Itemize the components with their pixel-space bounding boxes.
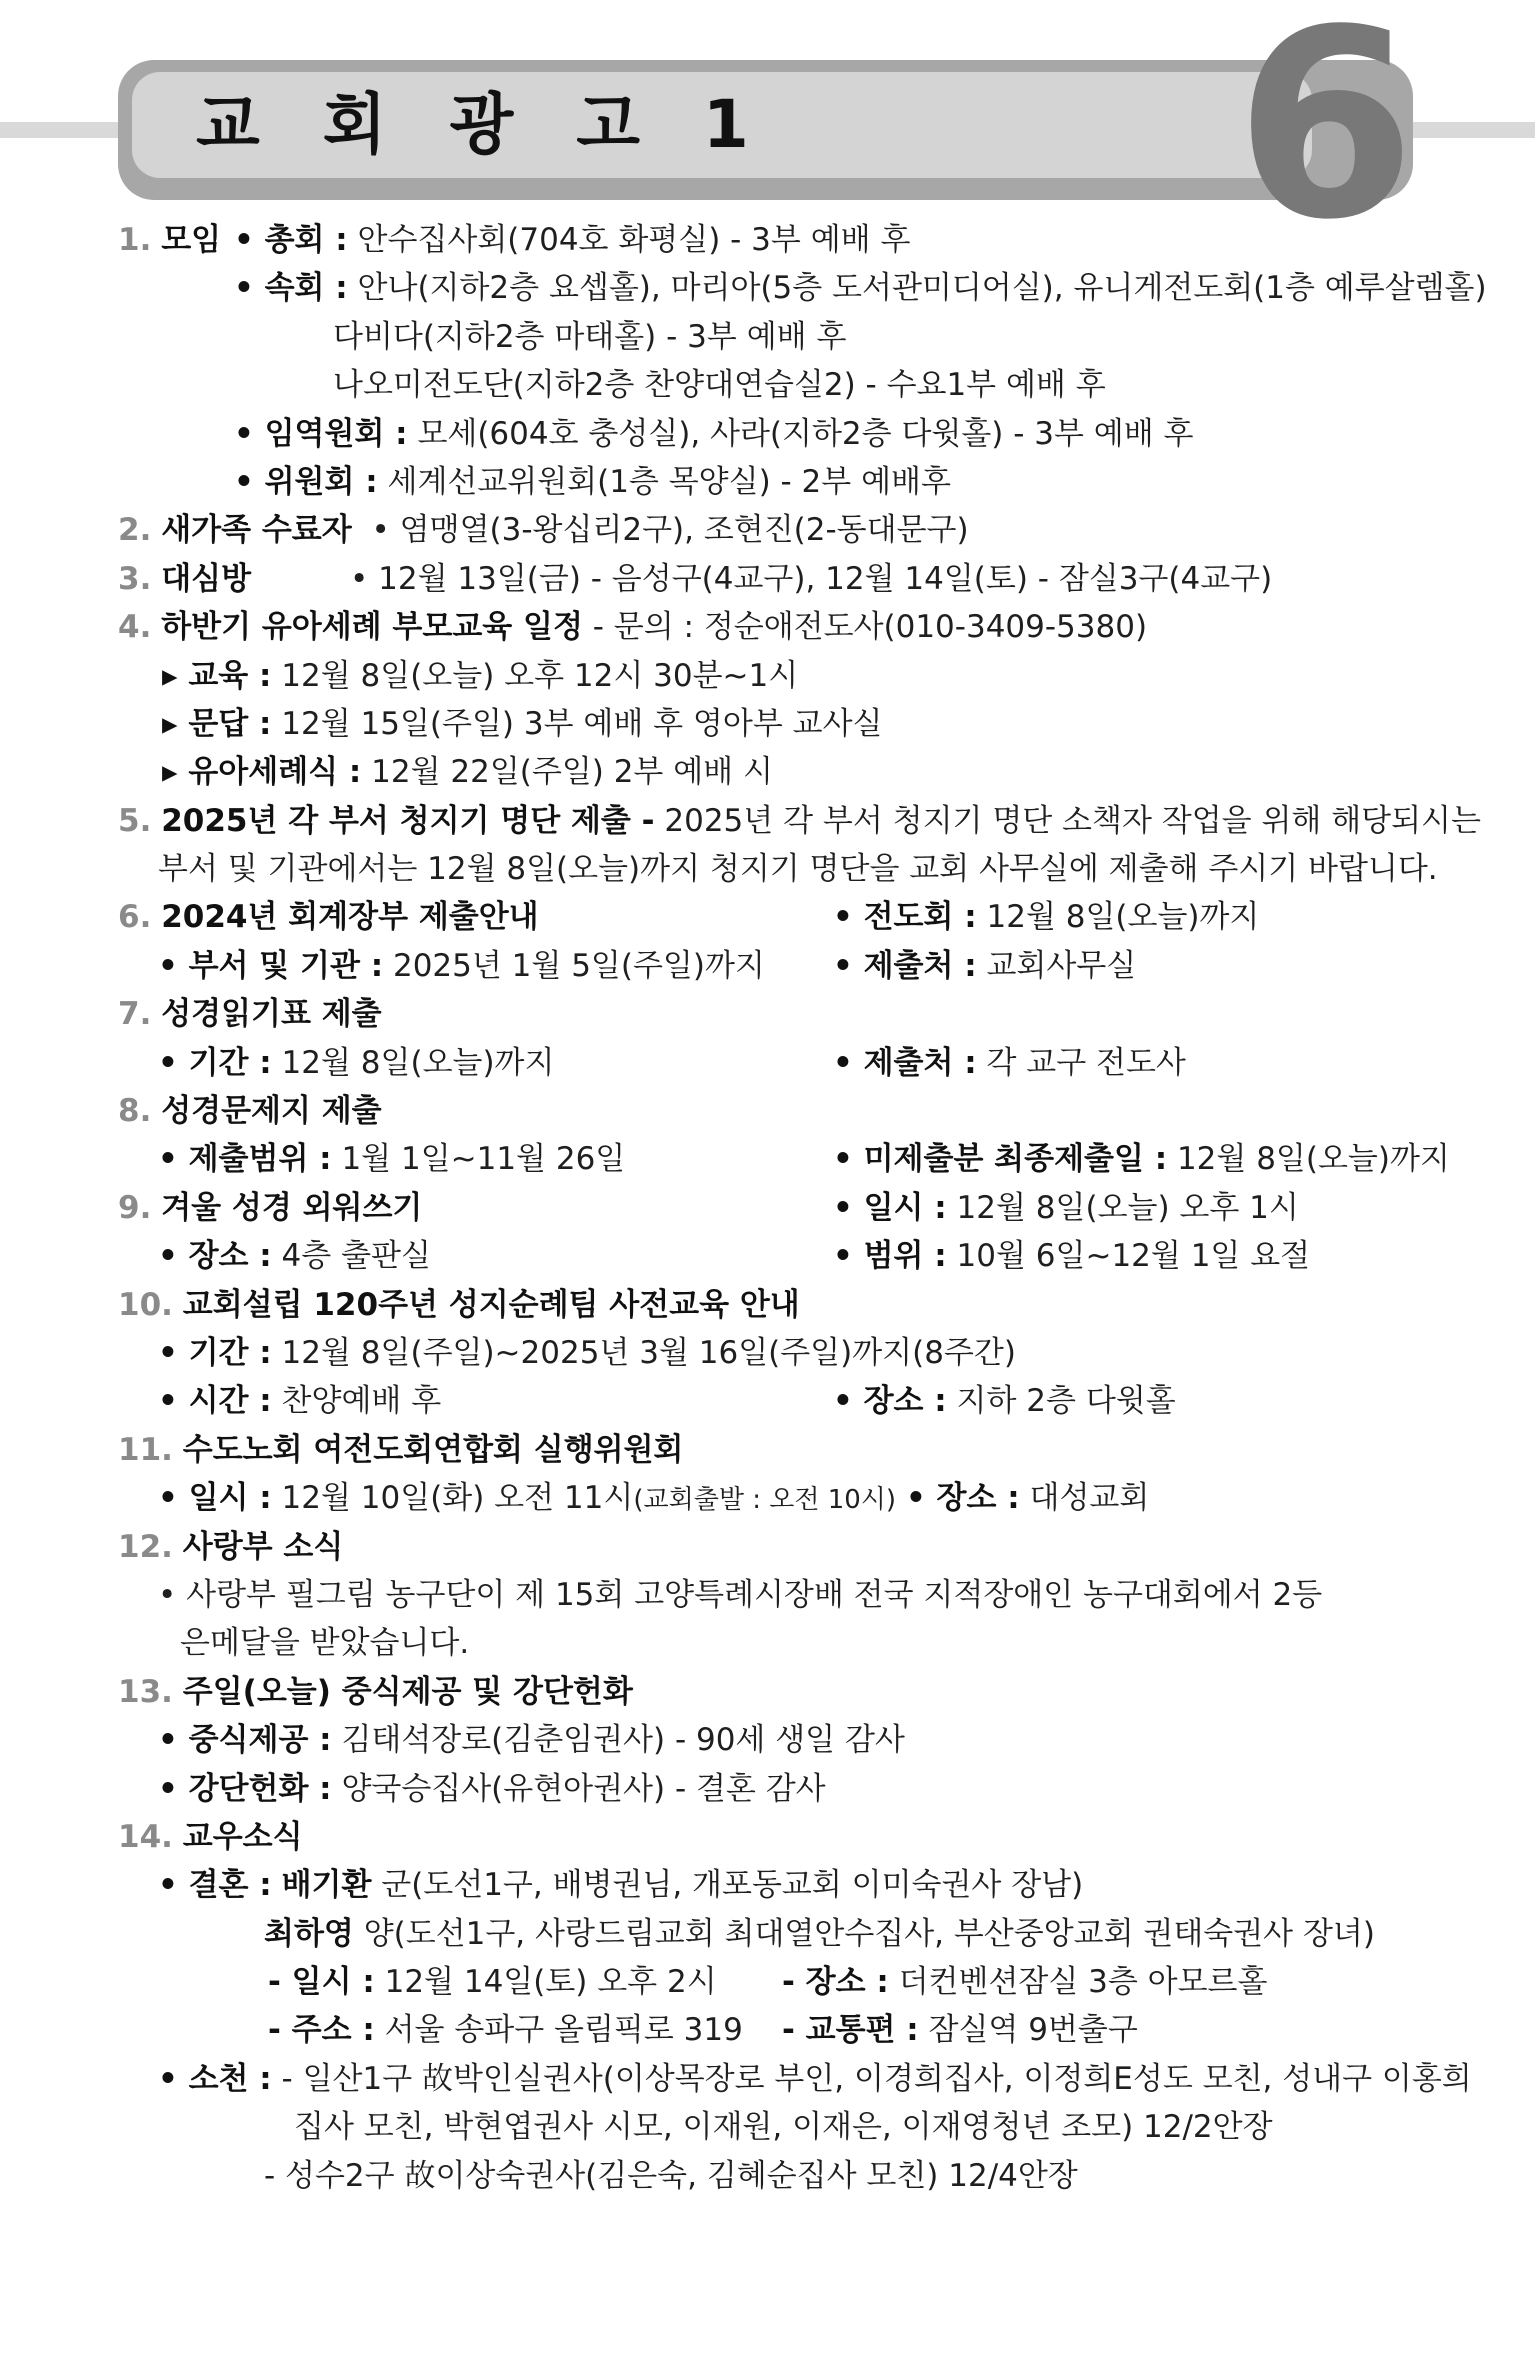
value: - 문의 : 정순애전도사(010-3409-5380) — [582, 609, 1148, 646]
value: 찬양예배 후 — [271, 1383, 442, 1420]
label: ▸ 교육 : — [162, 657, 272, 694]
label: - 교통편 : — [782, 2012, 919, 2049]
item-heading: 사랑부 소식 — [182, 1528, 344, 1565]
note: (교회출발 : 오전 10시) — [633, 1485, 897, 1516]
label: • 제출범위 : — [158, 1141, 332, 1178]
label: - 일시 : — [268, 1964, 375, 2001]
value: 12월 8일(오늘) 오후 12시 30분~1시 — [271, 657, 799, 694]
value: 김태석장로(김춘임권사) - 90세 생일 감사 — [331, 1722, 905, 1759]
label: • 장소 : — [905, 1480, 1020, 1517]
value: 12월 10일(화) 오전 11시 — [271, 1480, 634, 1517]
item-14-line — [118, 2006, 1418, 2054]
label: • 총회 : — [234, 222, 348, 258]
item-number: 5. — [118, 802, 152, 839]
value: 모세(604호 충성실), 사라(지하2층 다윗홀) - 3부 예배 후 — [407, 415, 1194, 452]
value: 12월 15일(주일) 3부 예배 후 영아부 교사실 — [271, 705, 883, 742]
item-13-line — [118, 1716, 1418, 1764]
item-number: 8. — [118, 1093, 152, 1130]
item-14 — [118, 1813, 1418, 1861]
label: • 일시 : — [833, 1189, 947, 1226]
value: • 사랑부 필그림 농구단이 제 15회 고양특례시장배 전국 지적장애인 농구대회에서 2등 — [158, 1576, 1323, 1613]
item-11 — [118, 1426, 1418, 1474]
label: • 소천 : — [158, 2060, 272, 2097]
value: 12월 8일(주일)~2025년 3월 16일(주일)까지(8주간) — [271, 1334, 1016, 1371]
item-heading: 성경읽기표 제출 — [161, 996, 382, 1033]
item-14-line — [118, 2152, 1418, 2200]
value: - 성수2구 故이상숙권사(김은숙, 김혜순집사 모친) 12/4안장 — [264, 2157, 1078, 2194]
item-1-line — [118, 313, 1418, 361]
item-6 — [118, 893, 1418, 941]
item-heading: 대심방 — [161, 560, 252, 597]
value: 2025년 1월 5일(주일)까지 — [383, 947, 765, 984]
item-6-line — [118, 942, 1418, 990]
item-number: 1. — [118, 222, 152, 258]
item-14-line — [118, 1910, 1418, 1958]
value: 은메달을 받았습니다. — [180, 1625, 470, 1662]
value: 양국승집사(유현아권사) - 결혼 감사 — [331, 1770, 826, 1807]
item-heading: 겨울 성경 외워쓰기 — [161, 1189, 423, 1226]
item-number: 13. — [118, 1673, 173, 1710]
item-5 — [118, 797, 1481, 845]
value: 12월 8일(오늘)까지 — [976, 899, 1260, 936]
item-4-line — [118, 652, 1418, 700]
value: 군(도선1구, 배병권님, 개포동교회 이미숙권사 장남) — [371, 1867, 1084, 1904]
value: 양(도선1구, 사랑드림교회 최대열안수집사, 부산중앙교회 권태숙권사 장녀) — [353, 1915, 1375, 1952]
label: • 장소 : — [833, 1383, 947, 1420]
announcements — [118, 216, 1487, 2200]
item-10-line — [118, 1329, 1418, 1377]
value: 대성교회 — [1019, 1480, 1150, 1517]
item-heading: 하반기 유아세례 부모교육 일정 — [161, 609, 583, 646]
item-number: 14. — [118, 1818, 173, 1855]
item-14-line — [118, 1861, 1418, 1909]
value: 다비다(지하2층 마태홀) - 3부 예배 후 — [333, 318, 847, 355]
item-4-line — [118, 700, 1418, 748]
label: - 주소 : — [268, 2012, 375, 2049]
item-heading: 주일(오늘) 중식제공 및 강단헌화 — [182, 1673, 633, 1710]
value: 1월 1일~11월 26일 — [331, 1141, 626, 1178]
item-number: 2. — [118, 512, 152, 549]
label: • 전도회 : — [833, 899, 977, 936]
label: - 장소 : — [782, 1964, 889, 2001]
label: ▸ 문답 : — [162, 705, 272, 742]
value: 12월 22일(주일) 2부 예배 시 — [361, 754, 773, 791]
item-7-line — [118, 1039, 1418, 1087]
item-heading: 2024년 회계장부 제출안내 — [161, 899, 539, 936]
label: • 기간 : — [158, 1044, 272, 1081]
label: • 결혼 : — [158, 1867, 272, 1904]
item-9-line — [118, 1232, 1418, 1280]
label: • 장소 : — [158, 1238, 272, 1275]
label: • 부서 및 기관 : — [158, 947, 384, 984]
value: 더컨벤션잠실 3층 아모르홀 — [888, 1964, 1268, 2001]
label: • 기간 : — [158, 1334, 272, 1371]
label: • 일시 : — [158, 1480, 272, 1517]
label: • 중식제공 : — [158, 1722, 332, 1759]
value: 4층 출판실 — [271, 1238, 431, 1275]
value: 12월 8일(오늘)까지 — [1167, 1141, 1450, 1178]
item-number: 4. — [118, 609, 152, 646]
value: 안나(지하2층 요셉홀), 마리아(5층 도서관미디어실), 유니게전도회(1층 예루살렘홀) — [347, 270, 1487, 307]
item-number: 10. — [118, 1286, 173, 1323]
label: • 위원회 : — [234, 463, 378, 500]
value: 안수집사회(704호 화평실) - 3부 예배 후 — [347, 222, 911, 258]
item-1-line — [118, 361, 1418, 409]
value: 12월 8일(오늘)까지 — [271, 1044, 555, 1081]
value: 2025년 각 부서 청지기 명단 소책자 작업을 위해 해당되시는 — [654, 802, 1481, 839]
item-10 — [118, 1281, 1418, 1329]
item-number: 6. — [118, 899, 152, 936]
label: • 범위 : — [833, 1238, 947, 1275]
item-12-line — [118, 1619, 1418, 1667]
page-title: 교 회 광 고 1 — [196, 86, 769, 163]
page-header — [118, 60, 1413, 200]
value: 잠실역 9번출구 — [918, 2012, 1138, 2049]
label: • 미제출분 최종제출일 : — [833, 1141, 1168, 1178]
item-heading: 새가족 수료자 — [161, 512, 352, 549]
item-11-line — [118, 1474, 1418, 1522]
label: • 강단헌화 : — [158, 1770, 332, 1807]
item-1 — [118, 216, 1418, 264]
item-14-line — [118, 2055, 1472, 2103]
item-10-line — [118, 1377, 1418, 1425]
item-1-line — [118, 410, 1418, 458]
item-heading: 성경문제지 제출 — [161, 1093, 382, 1130]
item-heading: 2025년 각 부서 청지기 명단 제출 - — [161, 802, 655, 839]
item-number: 7. — [118, 996, 152, 1033]
item-heading: 교회설립 120주년 성지순례팀 사전교육 안내 — [182, 1286, 800, 1323]
label: • 임역원회 : — [234, 415, 408, 452]
item-13-line — [118, 1765, 1418, 1813]
name: 최하영 — [264, 1915, 354, 1952]
item-heading: 모임 — [161, 222, 222, 258]
item-12-line — [118, 1571, 1418, 1619]
item-2 — [118, 506, 1418, 554]
value: 12월 14일(토) 오후 2시 — [374, 1964, 717, 2001]
item-14-line — [118, 1958, 1418, 2006]
item-heading: 교우소식 — [182, 1818, 303, 1855]
item-number: 12. — [118, 1528, 173, 1565]
label: ▸ 유아세례식 : — [162, 754, 362, 791]
header-title-box — [132, 72, 1312, 178]
value: 지하 2층 다윗홀 — [946, 1383, 1176, 1420]
label: • 시간 : — [158, 1383, 272, 1420]
value: • 염맹열(3-왕십리2구), 조현진(2-동대문구) — [371, 512, 969, 549]
name: 배기환 — [281, 1867, 372, 1904]
value: 세계선교위원회(1층 목양실) - 2부 예배후 — [377, 463, 951, 500]
value: 12월 8일(오늘) 오후 1시 — [946, 1189, 1299, 1226]
label: • 제출처 : — [833, 947, 977, 984]
value: - 일산1구 故박인실권사(이상목장로 부인, 이경희집사, 이정희E성도 모친, 성내구 이홍희 — [271, 2060, 1472, 2097]
value: • 12월 13일(금) - 음성구(4교구), 12월 14일(토) - 잠실3구(4교구) — [350, 560, 1273, 597]
item-3 — [118, 555, 1418, 603]
item-1-line — [118, 264, 1487, 312]
item-14-line — [118, 2103, 1418, 2151]
item-8-line — [118, 1135, 1450, 1183]
item-number: 9. — [118, 1189, 152, 1226]
value: 부서 및 기관에서는 12월 8일(오늘)까지 청지기 명단을 교회 사무실에 제출해 주시기 바랍니다. — [158, 851, 1438, 888]
item-13 — [118, 1668, 1418, 1716]
item-9 — [118, 1184, 1418, 1232]
page-number: 6 — [1235, 0, 1416, 277]
value: 각 교구 전도사 — [976, 1044, 1186, 1081]
value: 서울 송파구 올림픽로 319 — [374, 2012, 743, 2049]
item-1-line — [118, 458, 1418, 506]
value: 집사 모친, 박현엽권사 시모, 이재원, 이재은, 이재영청년 조모) 12/2안장 — [294, 2109, 1273, 2146]
label: • 제출처 : — [833, 1044, 977, 1081]
item-7 — [118, 990, 1418, 1038]
value: 나오미전도단(지하2층 찬양대연습실2) - 수요1부 예배 후 — [333, 367, 1106, 404]
label: • 속회 : — [234, 270, 348, 307]
item-4 — [118, 603, 1418, 651]
item-heading: 수도노회 여전도회연합회 실행위원회 — [182, 1431, 684, 1468]
item-4-line — [118, 748, 1418, 796]
item-number: 3. — [118, 560, 152, 597]
item-12 — [118, 1523, 1418, 1571]
value: 10월 6일~12월 1일 요절 — [946, 1238, 1311, 1275]
item-5-line — [118, 845, 1438, 893]
value: 교회사무실 — [976, 947, 1137, 984]
item-8 — [118, 1087, 1418, 1135]
item-number: 11. — [118, 1431, 173, 1468]
